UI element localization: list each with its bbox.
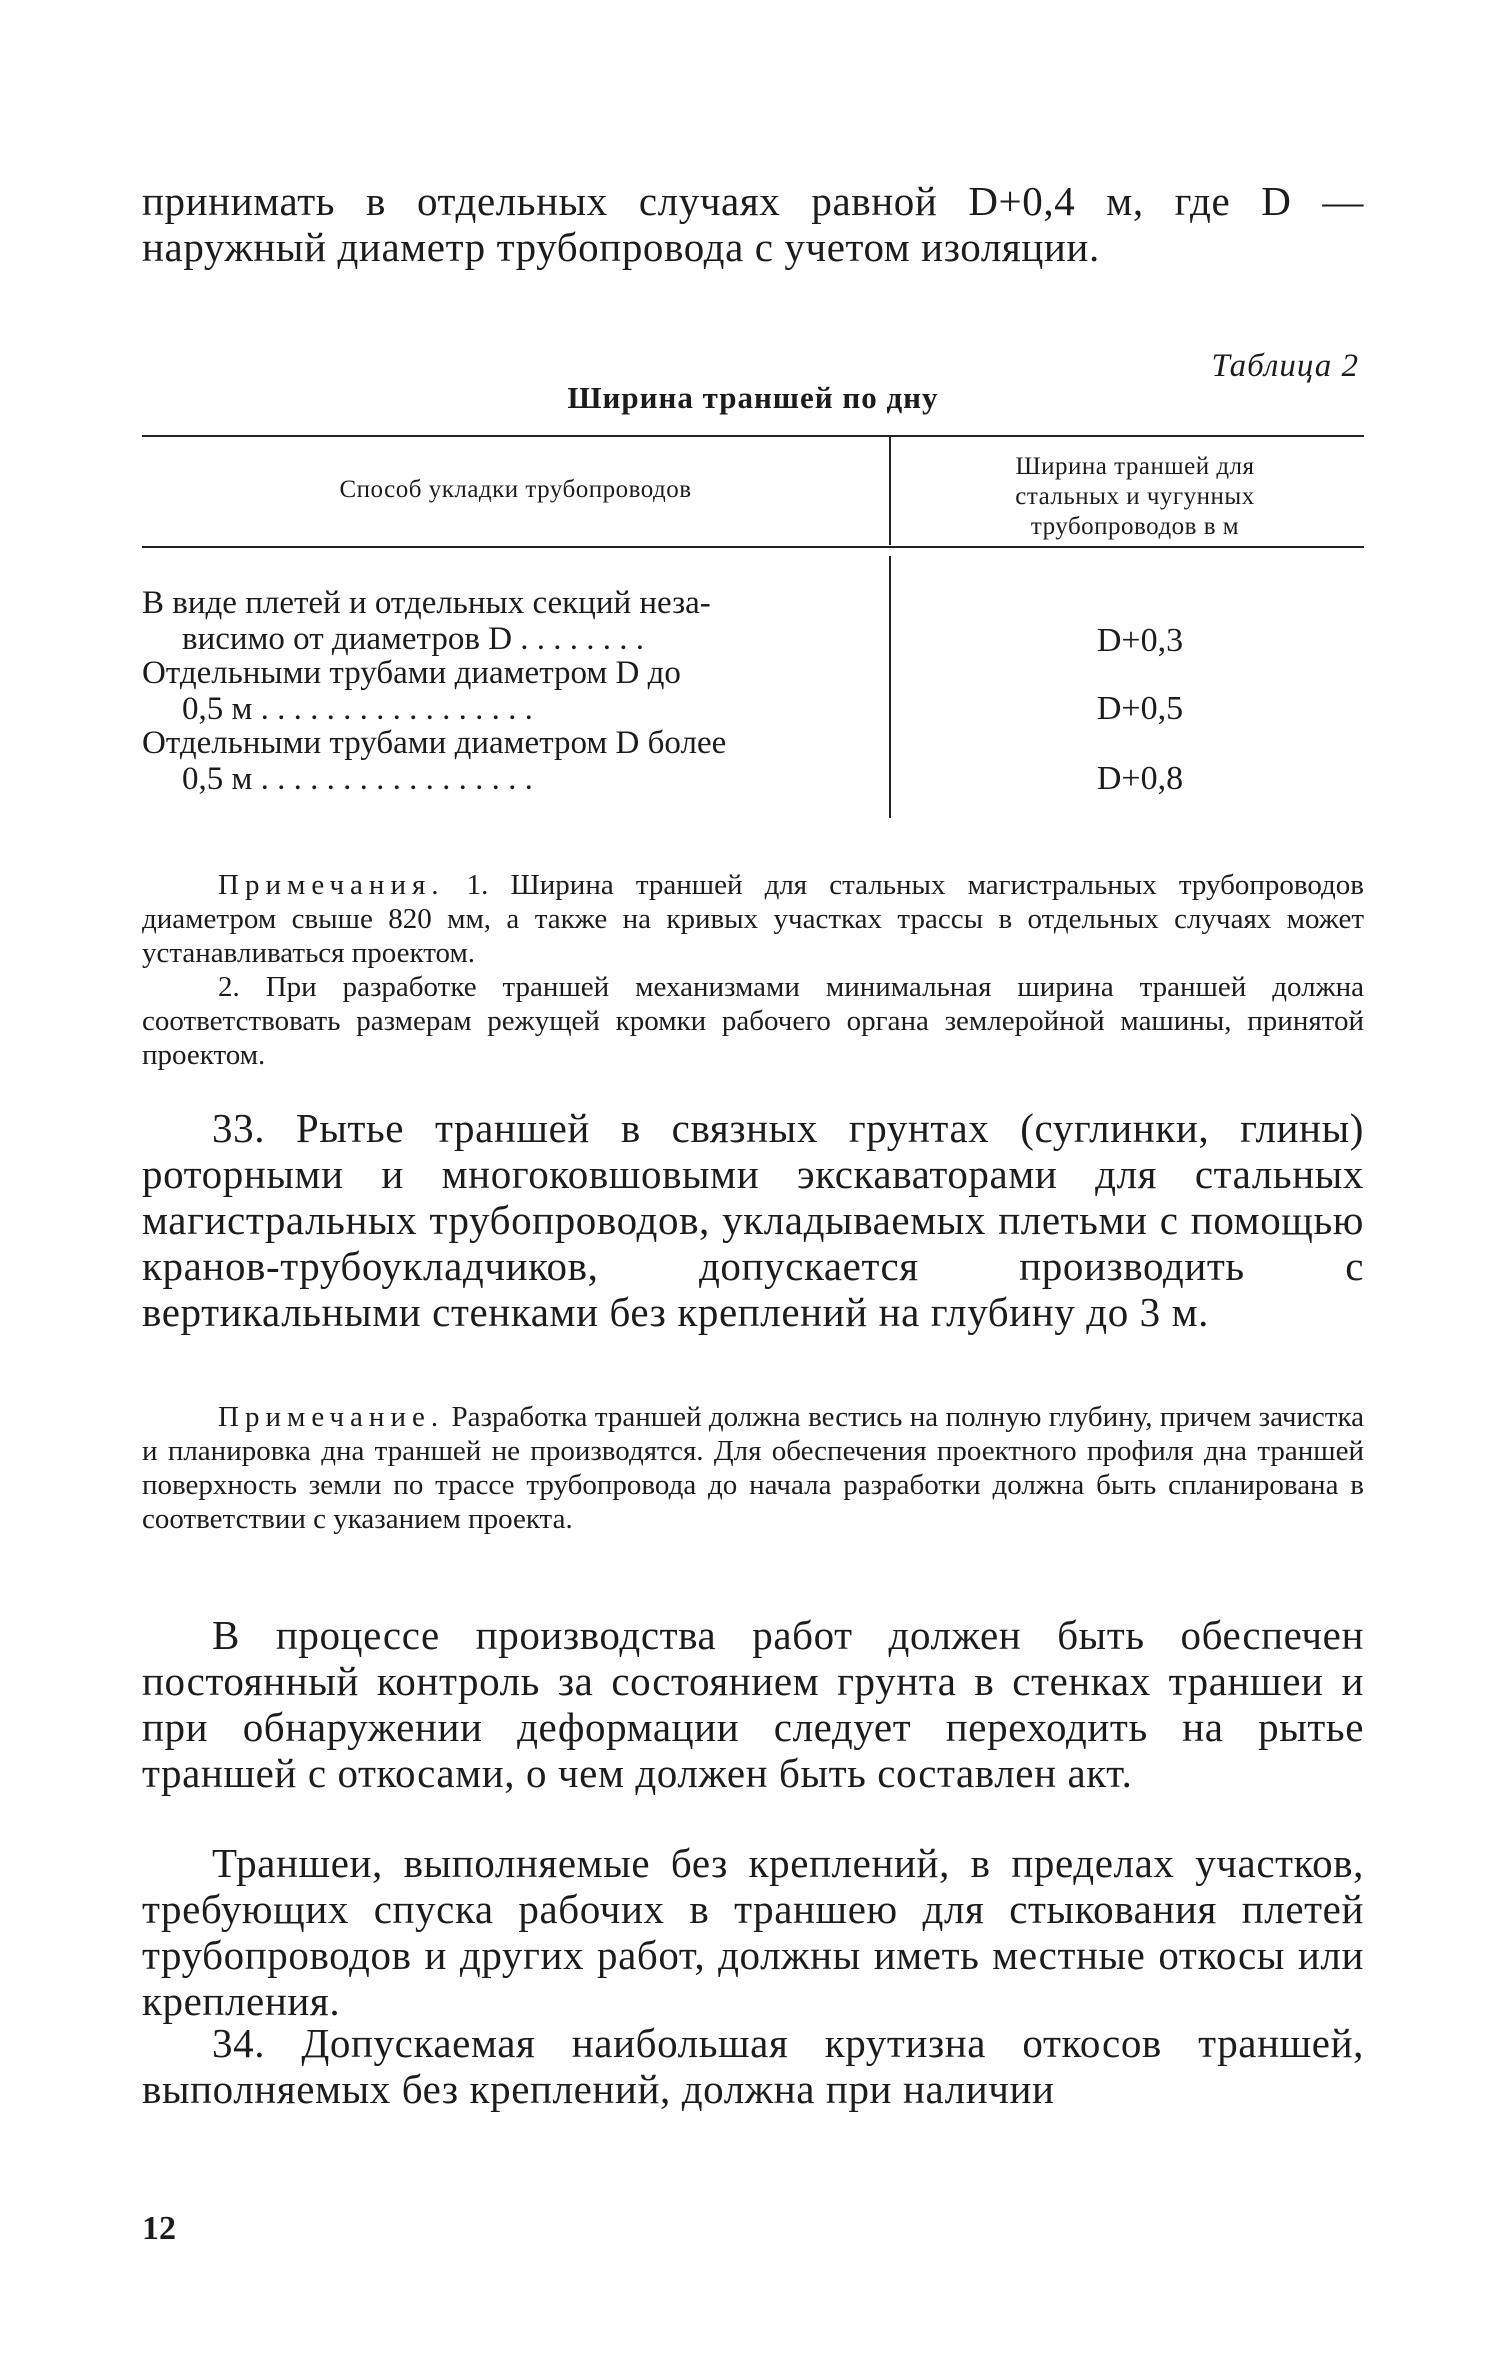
table-row-2-method bbox=[142, 655, 877, 727]
row-1-line-1: В виде плетей и отдельных секций неза- bbox=[142, 585, 711, 621]
top-paragraph: принимать в отдельных случаях равной D+0,4 м, где D — наружный диаметр трубопровода с учетом изоляции. bbox=[142, 178, 1364, 270]
column-header-method: Способ укладки трубопроводов bbox=[339, 476, 692, 503]
table-row-3-value: D+0,8 bbox=[1096, 760, 1184, 797]
table-note-2: 2. При разработке траншей механизмами минимальная ширина траншей должна соответствовать размерам режущей кромки рабочего органа землеройной машины, принятой проектом. bbox=[142, 971, 1364, 1071]
table-header-divider bbox=[889, 437, 891, 545]
column-header-width: Ширина траншей для стальных и чугунных трубопроводов в м bbox=[1015, 453, 1255, 540]
note-33-label: Примечание. bbox=[218, 1401, 445, 1433]
row-2-line-1: Отдельными трубами диаметром D до bbox=[142, 655, 681, 691]
table-note-1 bbox=[142, 868, 1364, 970]
row-3-line-2: 0,5 м . . . . . . . . . . . . . . . . . bbox=[182, 761, 533, 797]
paragraph-control: В процессе производства работ должен быть обеспечен постоянный контроль за состоянием грунта в стенках траншеи и при обнаружении деформации следует переходить на рытье траншей с откосами, о чем должен быть составлен акт. bbox=[142, 1612, 1364, 1796]
paragraph-33: 33. Рытье траншей в связных грунтах (суглинки, глины) роторными и многоковшовыми экскаваторами для стальных магистральных трубопроводов, укладываемых плетьми с помощью кранов-трубоукладчиков, допускается производить с вертикальными стенками без креплений на глубину до 3 м. bbox=[142, 1105, 1364, 1335]
table-row-3-method bbox=[142, 725, 877, 797]
page-number: 12 bbox=[142, 2210, 176, 2247]
note-33 bbox=[142, 1400, 1364, 1536]
table-body-divider bbox=[889, 556, 891, 818]
table-row-2-value: D+0,5 bbox=[1096, 690, 1184, 727]
paragraph-34: 34. Допускаемая наибольшая крутизна откосов траншей, выполняемых без креплений, должна при наличии bbox=[142, 2020, 1364, 2112]
notes-label: Примечания. bbox=[218, 869, 445, 901]
row-3-line-1: Отдельными трубами диаметром D более bbox=[142, 725, 727, 761]
table-row-1-method bbox=[142, 585, 877, 657]
table-caption: Таблица 2 bbox=[1211, 348, 1359, 384]
table-top-rule bbox=[142, 435, 1364, 437]
table-row-1-value: D+0,3 bbox=[1096, 622, 1184, 659]
paragraph-trenches: Траншеи, выполняемые без креплений, в пределах участков, требующих спуска рабочих в траншею для стыкования плетей трубопроводов и других работ, должны иметь местные откосы или крепления. bbox=[142, 1840, 1364, 2024]
table-title: Ширина траншей по дну bbox=[567, 380, 939, 415]
note-33-text: Разработка траншей должна вестись на полную глубину, причем зачистка и планировка дна траншей не производятся. Для обеспечения проектного профиля дна траншей поверхность земли по трассе трубопровода до начала разработки должна быть спланирована в соответствии с указанием проекта. bbox=[142, 1401, 1364, 1535]
row-2-line-2: 0,5 м . . . . . . . . . . . . . . . . . bbox=[182, 691, 533, 727]
table-header-rule bbox=[142, 546, 1364, 548]
note-1-text: 1. Ширина траншей для стальных магистральных трубопроводов диаметром свыше 820 мм, а также на кривых участках трассы в отдельных случаях может устанавливаться проектом. bbox=[142, 869, 1364, 969]
row-1-line-2: висимо от диаметров D . . . . . . . . bbox=[182, 621, 645, 657]
